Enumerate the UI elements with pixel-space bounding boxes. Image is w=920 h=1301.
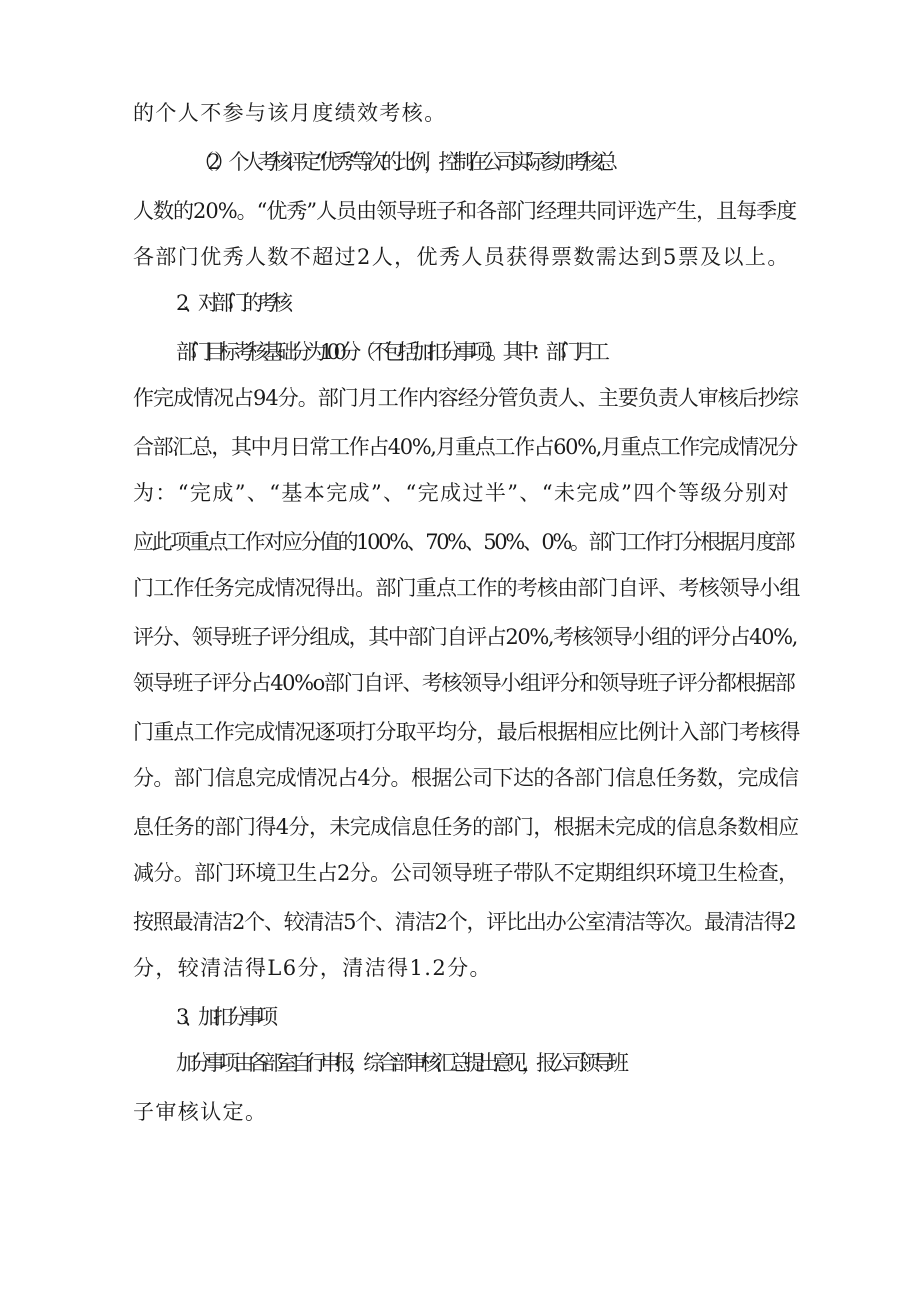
text-line: 应此项重点工作对应分值的100%、70%、50%、0%。部门工作打分根据月度部 [133, 530, 794, 554]
text-line: 部门目标考核基础分为100分（不包括加扣分事项）。其中：部门月工 [176, 340, 604, 364]
text-line: 的个人不参与该月度绩效考核。 [133, 101, 447, 125]
text-line: 评分、领导班子评分组成，其中部门自评占20%,考核领导小组的评分占40%, [133, 625, 797, 649]
text-line: 合部汇总，其中月日常工作占40%,月重点工作占60%,月重点工作完成情况分 [133, 435, 797, 459]
text-line: 门工作任务完成情况得出。部门重点工作的考核由部门自评、考核领导小组 [133, 576, 800, 600]
text-line: （2）个人考核评定“优秀”等次的比例，控制在公司实际参加考核总 [193, 150, 612, 174]
text-line: 领导班子评分占40%o部门自评、考核领导小组评分和领导班子评分都根据部 [133, 671, 795, 695]
text-line: 按照最清洁2个、较清洁5个、清洁2个，评比出办公室清洁等次。最清洁得2 [133, 910, 796, 934]
text-line: 为：“完成”、“基本完成”、“完成过半”、“未完成”四个等级分别对 [133, 481, 791, 505]
text-line: 人数的20%。“优秀”人员由领导班子和各部门经理共同评选产生，且每季度 [133, 199, 797, 223]
section-heading: 2、对部门的考核 [176, 291, 287, 315]
text-line: 各部门优秀人数不超过2人，优秀人员获得票数需达到5票及以上。 [133, 245, 790, 269]
text-line: 减分。部门环境卫生占2分。公司领导班子带队不定期组织环境卫生检查， [133, 861, 799, 885]
section-heading: 3、加扣分事项 [176, 1005, 272, 1029]
text-line: 作完成情况占94分。部门月工作内容经分管负责人、主要负责人审核后抄综 [133, 386, 798, 410]
text-line: 加分事项由各部室自行申报，综合部审核汇总提出意见，报公司领导班 [176, 1051, 623, 1075]
text-line: 分，较清洁得L6分，清洁得1.2分。 [133, 956, 492, 980]
text-line: 子审核认定。 [133, 1100, 268, 1124]
text-line: 息任务的部门得4分，未完成信息任务的部门，根据未完成的信息条数相应 [133, 815, 799, 839]
text-line: 门重点工作完成情况逐项打分取平均分，最后根据相应比例计入部门考核得 [133, 720, 800, 744]
text-line: 分。部门信息完成情况占4分。根据公司下达的各部门信息任务数，完成信 [133, 766, 799, 790]
